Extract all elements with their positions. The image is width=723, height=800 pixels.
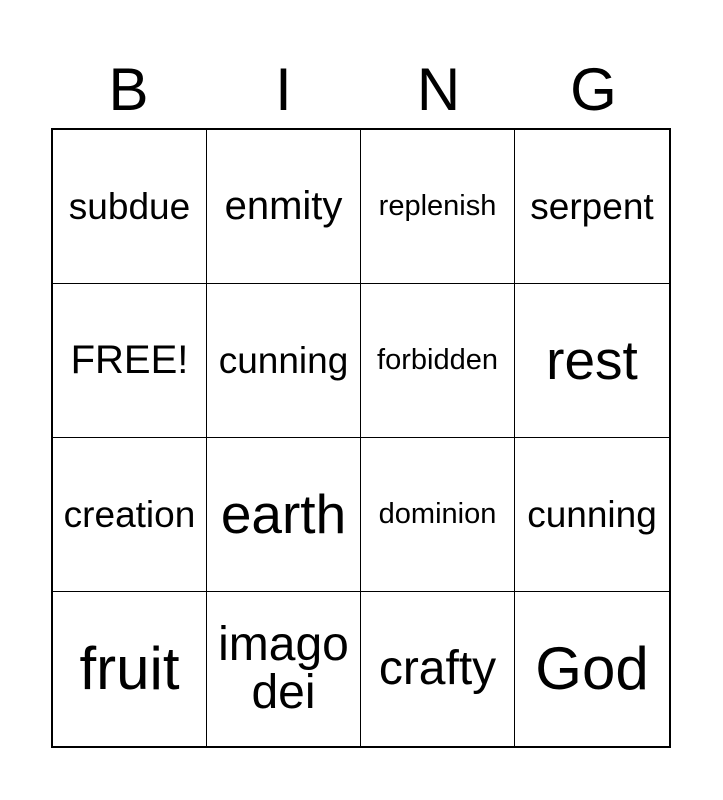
header-letter-n: N — [416, 56, 461, 123]
bingo-cell-r1-c2[interactable]: enmity — [207, 130, 361, 284]
bingo-cell-r3-c4[interactable]: cunning — [515, 438, 669, 592]
bingo-cell-r3-c2[interactable]: earth — [207, 438, 361, 592]
header-letter-b: B — [108, 56, 149, 123]
bingo-cell-r4-c3[interactable]: crafty — [361, 592, 515, 746]
bingo-cell-r4-c4[interactable]: God — [535, 634, 649, 702]
bingo-cell-r2-c2[interactable]: cunning — [207, 284, 361, 438]
bingo-cell-r4-c2[interactable]: imago dei — [207, 592, 361, 746]
bingo-cell-r1-c1[interactable]: subdue — [53, 130, 207, 284]
bingo-cell-r4-c1[interactable]: fruit — [53, 592, 207, 746]
bingo-cell-r3-c1[interactable]: creation — [53, 438, 207, 592]
bingo-cell-r2-c4[interactable]: rest — [515, 284, 669, 438]
bingo-cell-r1-c3[interactable]: replenish — [361, 130, 515, 284]
bingo-cell-r2-c3[interactable]: forbidden — [361, 284, 515, 438]
bingo-cell-free-space[interactable]: FREE! — [53, 284, 207, 438]
header-letter-g: G — [570, 56, 617, 123]
header-letter-i: I — [275, 56, 292, 123]
bingo-header — [51, 52, 671, 128]
bingo-board — [51, 128, 671, 748]
bingo-cell-r1-c4[interactable]: serpent — [515, 130, 669, 284]
bingo-cell-r3-c3[interactable]: dominion — [361, 438, 515, 592]
